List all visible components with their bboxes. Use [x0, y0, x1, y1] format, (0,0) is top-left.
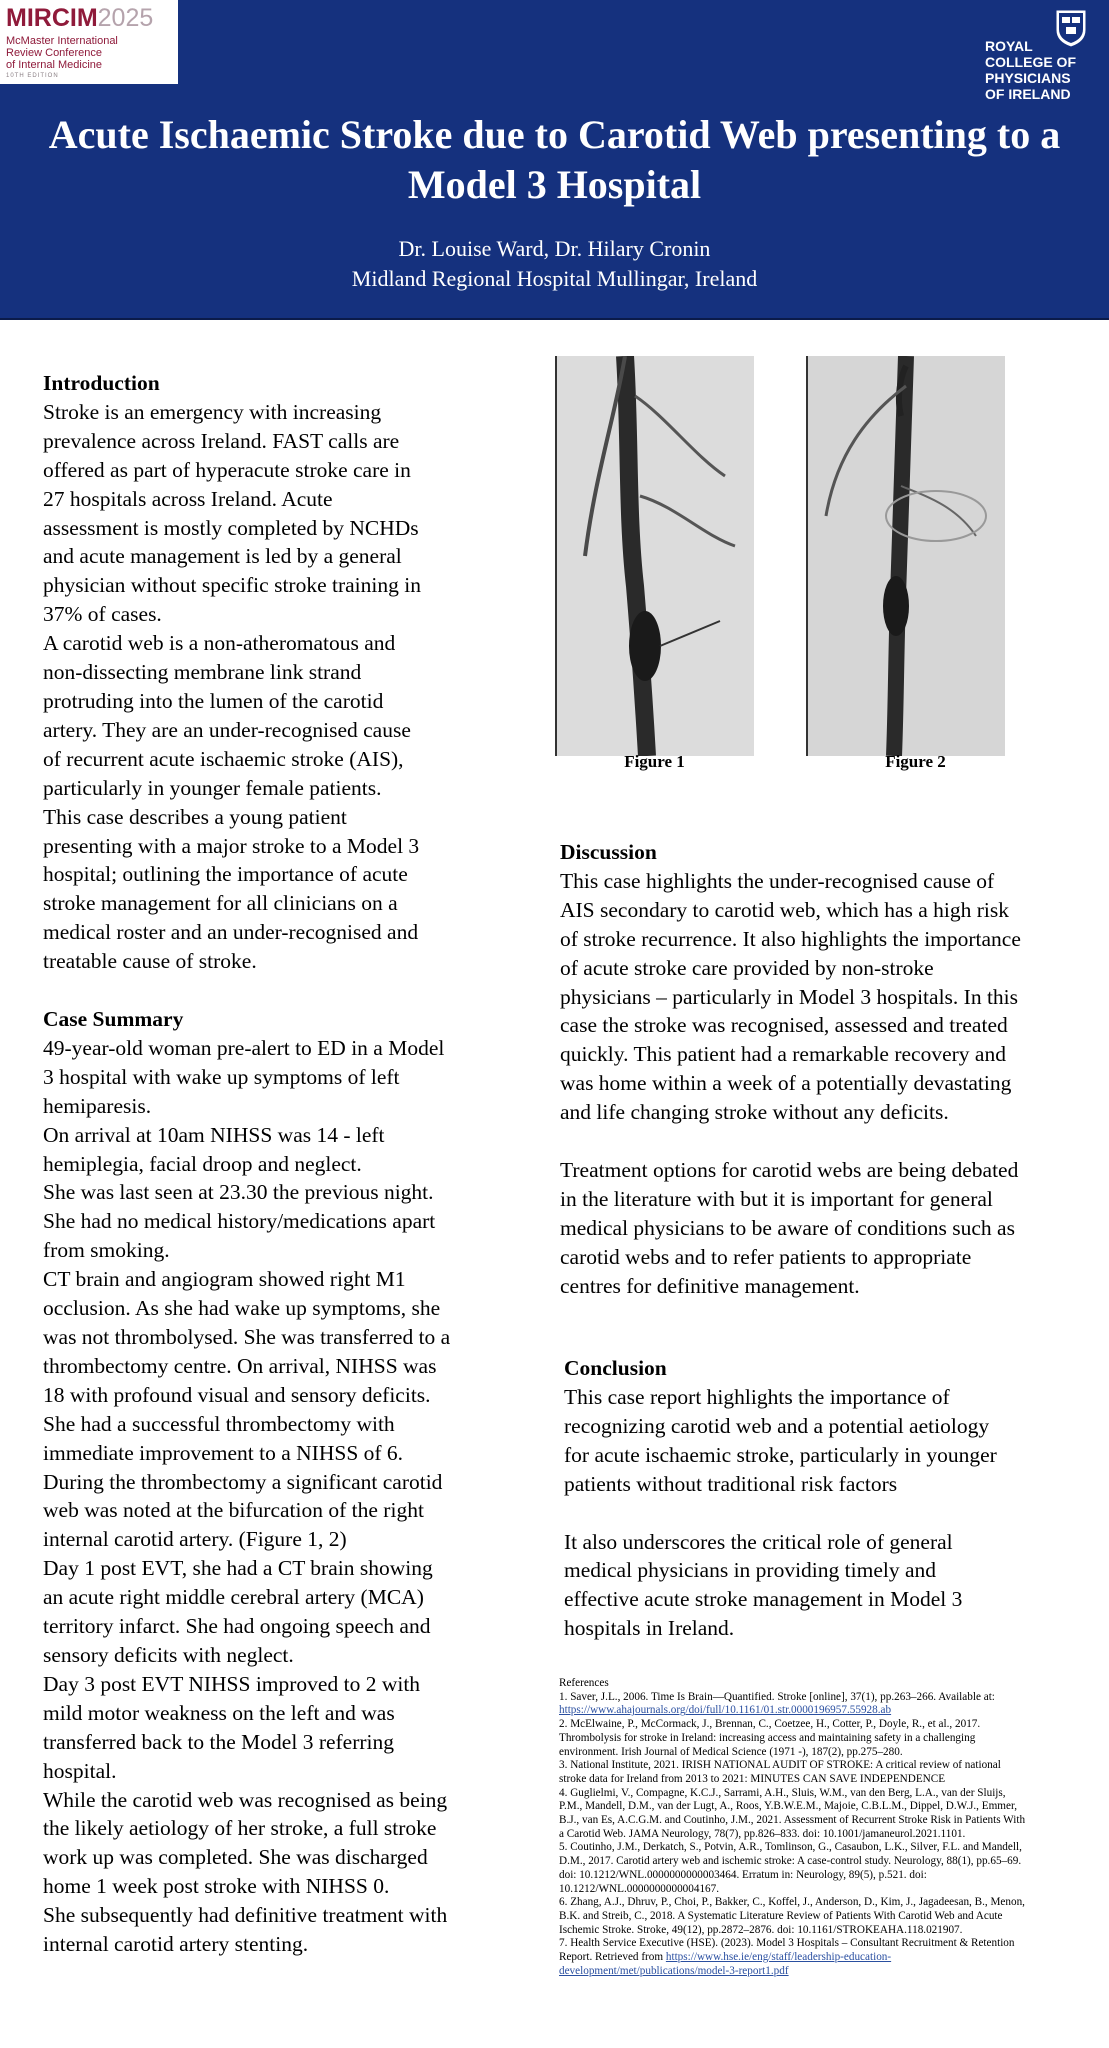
reference-line: Ischemic Stroke. Stroke, 49(12), pp.2872–2876. doi: 10.1161/STROKEAHA.118.021907.: [559, 1923, 963, 1936]
introduction-line: A carotid web is a non-atheromatous and: [43, 631, 396, 656]
reference-item: [559, 1787, 1079, 1842]
rcpi-line: PHYSICIANS: [985, 70, 1071, 86]
conclusion-paragraph: [564, 1528, 1084, 1644]
conclusion-section: [564, 1354, 1084, 1643]
reference-line: [559, 1965, 1079, 1979]
introduction-line: protruding into the lumen of the carotid: [43, 688, 384, 713]
discussion-paragraph: [560, 1156, 1090, 1301]
reference-item: [559, 1691, 1079, 1718]
case-summary-line: hospital.: [43, 1758, 117, 1783]
discussion-line: of stroke recurrence. It also highlights the importance: [560, 926, 1021, 951]
logo-name: MIRCIM: [6, 4, 98, 32]
discussion-paragraph: [560, 867, 1090, 1127]
discussion-line: This case highlights the under-recognised cause of: [560, 868, 995, 893]
poster-header: [0, 0, 1109, 320]
case-summary-line: She was last seen at 23.30 the previous night.: [43, 1180, 434, 1205]
rcpi-line: OF IRELAND: [985, 86, 1071, 102]
introduction-line: presenting with a major stroke to a Model 3: [43, 833, 420, 858]
introduction-line: physician without specific stroke training in: [43, 573, 421, 598]
conclusion-line: patients without traditional risk factors: [564, 1471, 898, 1496]
conclusion-line: hospitals in Ireland.: [564, 1616, 735, 1641]
conclusion-paragraph: [564, 1383, 1084, 1499]
introduction-line: particularly in younger female patients.: [43, 775, 382, 800]
introduction-line: medical roster and an under-recognised and: [43, 920, 419, 945]
discussion-heading: Discussion: [560, 840, 657, 864]
title-line: Acute Ischaemic Stroke due to Carotid Web presenting to a: [48, 112, 1061, 157]
reference-line: 6. Zhang, A.J., Dhruv, P., Choi, P., Bakker, C., Koffel, J., Anderson, D., Kim, J., Jagadeesan, B., Menon,: [559, 1896, 1025, 1909]
poster-title: [10, 110, 1099, 210]
conclusion-heading: Conclusion: [564, 1356, 667, 1380]
case-summary-line: transferred back to the Model 3 referring: [43, 1729, 395, 1754]
reference-line: B.K. and Streib, C., 2018. A Systematic Literature Review of Patients With Carotid Web and Acute: [559, 1909, 1003, 1922]
case-summary-line: 18 with profound visual and sensory deficits.: [43, 1382, 431, 1407]
reference-item: [559, 1841, 1079, 1896]
conclusion-line: This case report highlights the importance of: [564, 1384, 950, 1409]
discussion-line: carotid webs and to refer patients to appropriate: [560, 1244, 972, 1269]
reference-line: P.M., Mandell, D.M., van der Lugt, A., Roos, Y.B.W.E.M., Majoie, C.B.L.M., Dippel, D.W.J., Emmer,: [559, 1800, 1018, 1813]
case-summary-line: web was noted at the bifurcation of the right: [43, 1498, 424, 1523]
author-block: [0, 234, 1109, 294]
case-summary-line: While the carotid web was recognised as being: [43, 1787, 448, 1812]
reference-line: environment. Irish Journal of Medical Science (1971 -), 187(2), pp.275–280.: [559, 1745, 903, 1758]
title-line: Model 3 Hospital: [407, 162, 702, 207]
logo-subtitle-line: Review Conference: [6, 47, 102, 59]
discussion-line: Treatment options for carotid webs are being debated: [560, 1158, 1019, 1183]
introduction-line: offered as part of hyperacute stroke care in: [43, 457, 411, 482]
introduction-line: prevalence across Ireland. FAST calls are: [43, 428, 400, 453]
reference-link[interactable]: development/met/publications/model-3-report1.pdf: [559, 1964, 789, 1977]
case-summary-line: hemiparesis.: [43, 1093, 152, 1118]
references-section: [559, 1677, 1079, 1978]
discussion-line: centres for definitive management.: [560, 1273, 860, 1298]
discussion-line: AIS secondary to carotid web, which has a high risk: [560, 897, 1010, 922]
introduction-line: of recurrent acute ischaemic stroke (AIS),: [43, 746, 404, 771]
reference-line: doi: 10.1212/WNL.0000000000003464. Erratum in: Neurology, 89(5), p.521. doi:: [559, 1868, 927, 1881]
discussion-line: in the literature with but it is important for general: [560, 1186, 993, 1211]
figure-2-image: [806, 356, 1005, 756]
reference-line: 4. Guglielmi, V., Compagne, K.C.J., Sarrami, A.H., Sluis, W.M., van den Berg, L.A., van der Sluijs,: [559, 1786, 1006, 1799]
case-summary-line: hemiplegia, facial droop and neglect.: [43, 1151, 362, 1176]
conclusion-line: effective acute stroke management in Model 3: [564, 1587, 963, 1612]
introduction-line: treatable cause of stroke.: [43, 949, 257, 974]
case-summary-line: thrombectomy centre. On arrival, NIHSS was: [43, 1353, 437, 1378]
case-summary-line: Day 1 post EVT, she had a CT brain showing: [43, 1556, 433, 1581]
case-summary-line: immediate improvement to a NIHSS of 6.: [43, 1440, 404, 1465]
reference-line: 2. McElwaine, P., McCormack, J., Brennan, C., Coetzee, H., Cotter, P., Doyle, R., et al., 2017.: [559, 1718, 981, 1731]
reference-line: 5. Coutinho, J.M., Derkatch, S., Potvin, A.R., Tomlinson, G., Casaubon, L.K., Silver, F.L. and Mandell,: [559, 1841, 1022, 1854]
introduction-line: This case describes a young patient: [43, 804, 347, 829]
conclusion-line: medical physicians in providing timely and: [564, 1558, 936, 1583]
introduction-line: artery. They are an under-recognised cause: [43, 717, 411, 742]
case-summary-line: 49-year-old woman pre-alert to ED in a Model: [43, 1035, 445, 1060]
introduction-line: 27 hospitals across Ireland. Acute: [43, 486, 333, 511]
affiliation: Midland Regional Hospital Mullingar, Ireland: [351, 266, 758, 291]
discussion-line: was home within a week of a potentially devastating: [560, 1071, 1012, 1096]
reference-line: stroke data for Ireland from 2013 to 2021: MINUTES CAN SAVE INDEPENDENCE: [559, 1772, 946, 1785]
discussion-section: [560, 838, 1090, 1301]
reference-line: 10.1212/WNL.0000000000004167.: [559, 1882, 720, 1895]
logo-year: 2025: [97, 4, 154, 32]
case-summary-heading: Case Summary: [43, 1007, 184, 1032]
case-summary-line: CT brain and angiogram showed right M1: [43, 1267, 406, 1292]
conclusion-line: for acute ischaemic stroke, particularly in younger: [564, 1442, 997, 1467]
reference-line: 3. National Institute, 2021. IRISH NATIONAL AUDIT OF STROKE: A critical review of national: [559, 1759, 1001, 1772]
reference-item: [559, 1951, 1079, 1978]
introduction-line: hospital; outlining the importance of acute: [43, 862, 408, 887]
references-list: [559, 1691, 1079, 1979]
left-column: [43, 369, 523, 1959]
introduction-line: non-dissecting membrane link strand: [43, 660, 362, 685]
reference-link[interactable]: https://www.ahajournals.org/doi/full/10.1161/01.str.0000196957.55928.ab: [559, 1704, 892, 1717]
introduction-line: Stroke is an emergency with increasing: [43, 399, 382, 424]
discussion-line: case the stroke was recognised, assessed and treated: [560, 1013, 1008, 1038]
introduction-line: assessment is mostly completed by NCHDs: [43, 515, 419, 540]
discussion-line: physicians – particularly in Model 3 hospitals. In this: [560, 984, 1019, 1009]
reference-line: 1. Saver, J.L., 2006. Time Is Brain—Quantified. Stroke [online], 37(1), pp.263–266. Available at:: [559, 1690, 995, 1703]
introduction-line: stroke management for all clinicians on a: [43, 891, 398, 916]
rcpi-line: COLLEGE OF: [985, 54, 1076, 70]
logo-subtitle: [6, 35, 118, 71]
case-summary-line: She had a successful thrombectomy with: [43, 1411, 395, 1436]
case-summary-line: internal carotid artery. (Figure 1, 2): [43, 1527, 347, 1552]
rcpi-line: ROYAL: [985, 38, 1033, 54]
reference-item: [559, 1759, 1079, 1786]
case-summary-line: She had no medical history/medications apart: [43, 1209, 436, 1234]
discussion-line: medical physicians to be aware of conditions such as: [560, 1215, 1015, 1240]
discussion-line: of acute stroke care provided by non-stroke: [560, 955, 934, 980]
logo-edition: 10TH EDITION: [6, 73, 59, 79]
discussion-line: and life changing stroke without any deficits.: [560, 1100, 949, 1125]
references-heading: References: [559, 1677, 609, 1689]
case-summary-line: was not thrombolysed. She was transferred to a: [43, 1325, 451, 1349]
authors: Dr. Louise Ward, Dr. Hilary Cronin: [398, 236, 711, 261]
case-summary-line: territory infarct. She had ongoing speech and: [43, 1614, 431, 1639]
case-summary-line: sensory deficits with neglect.: [43, 1642, 294, 1667]
introduction-heading: Introduction: [43, 371, 160, 395]
case-summary-line: occlusion. As she had wake up symptoms, she: [43, 1296, 441, 1321]
reference-item: [559, 1896, 1079, 1951]
case-summary-line: work up was completed. She was discharged: [43, 1845, 428, 1870]
reference-line: [559, 1704, 1079, 1718]
case-summary-line: She subsequently had definitive treatment with: [43, 1903, 448, 1928]
conclusion-line: It also underscores the critical role of general: [564, 1529, 953, 1554]
discussion-line: quickly. This patient had a remarkable recovery and: [560, 1042, 1006, 1067]
introduction-line: and acute management is led by a general: [43, 544, 402, 569]
rcpi-wordmark: [985, 38, 1090, 102]
reference-line: 7. Health Service Executive (HSE). (2023). Model 3 Hospitals – Consultant Recruitment & Retention: [559, 1937, 1015, 1950]
case-summary-line: 3 hospital with wake up symptoms of left: [43, 1064, 400, 1089]
logo-subtitle-line: McMaster International: [6, 35, 118, 47]
conclusion-line: recognizing carotid web and a potential aetiology: [564, 1413, 990, 1438]
mircim-logo: [0, 0, 178, 84]
reference-line: a Carotid Web. JAMA Neurology, 78(7), pp.826–833. doi: 10.1001/jamaneurol.2021.1101.: [559, 1827, 966, 1840]
reference-item: [559, 1718, 1079, 1759]
figure-1-image: [555, 356, 754, 756]
reference-line: Thrombolysis for stroke in Ireland: increasing access and maintaining safety in a challenging: [559, 1731, 976, 1744]
introduction-body: [43, 398, 523, 976]
case-summary-line: an acute right middle cerebral artery (MCA): [43, 1585, 424, 1610]
case-summary-line: the likely aetiology of her stroke, a full stroke: [43, 1816, 437, 1841]
introduction-line: 37% of cases.: [43, 602, 162, 627]
case-summary-body: [43, 1034, 523, 1959]
reference-line: B.J., van Es, A.C.G.M. and Coutinho, J.M., 2021. Assessment of Recurrent Stroke Risk in Patients With: [559, 1814, 1026, 1827]
case-summary-line: Day 3 post EVT NIHSS improved to 2 with: [43, 1671, 421, 1696]
case-summary-line: During the thrombectomy a significant carotid: [43, 1469, 443, 1494]
figure-2-caption: Figure 2: [885, 752, 946, 771]
rcpi-logo: [985, 8, 1095, 108]
figure-1-caption: Figure 1: [624, 752, 685, 771]
case-summary-line: home 1 week post stroke with NIHSS 0.: [43, 1874, 390, 1899]
logo-subtitle-line: of Internal Medicine: [6, 59, 102, 71]
case-summary-line: internal carotid artery stenting.: [43, 1932, 309, 1957]
case-summary-line: On arrival at 10am NIHSS was 14 - left: [43, 1122, 385, 1147]
case-summary-line: from smoking.: [43, 1238, 170, 1263]
reference-line: D.M., 2017. Carotid artery web and ischemic stroke: A case-control study. Neurology, 88(1), pp.65–69.: [559, 1855, 1022, 1868]
reference-link[interactable]: https://www.hse.ie/eng/staff/leadership-education-: [665, 1951, 892, 1964]
case-summary-line: mild motor weakness on the left and was: [43, 1700, 395, 1725]
reference-line: Report. Retrieved from https://www.hse.ie/eng/staff/leadership-education-: [559, 1951, 892, 1964]
